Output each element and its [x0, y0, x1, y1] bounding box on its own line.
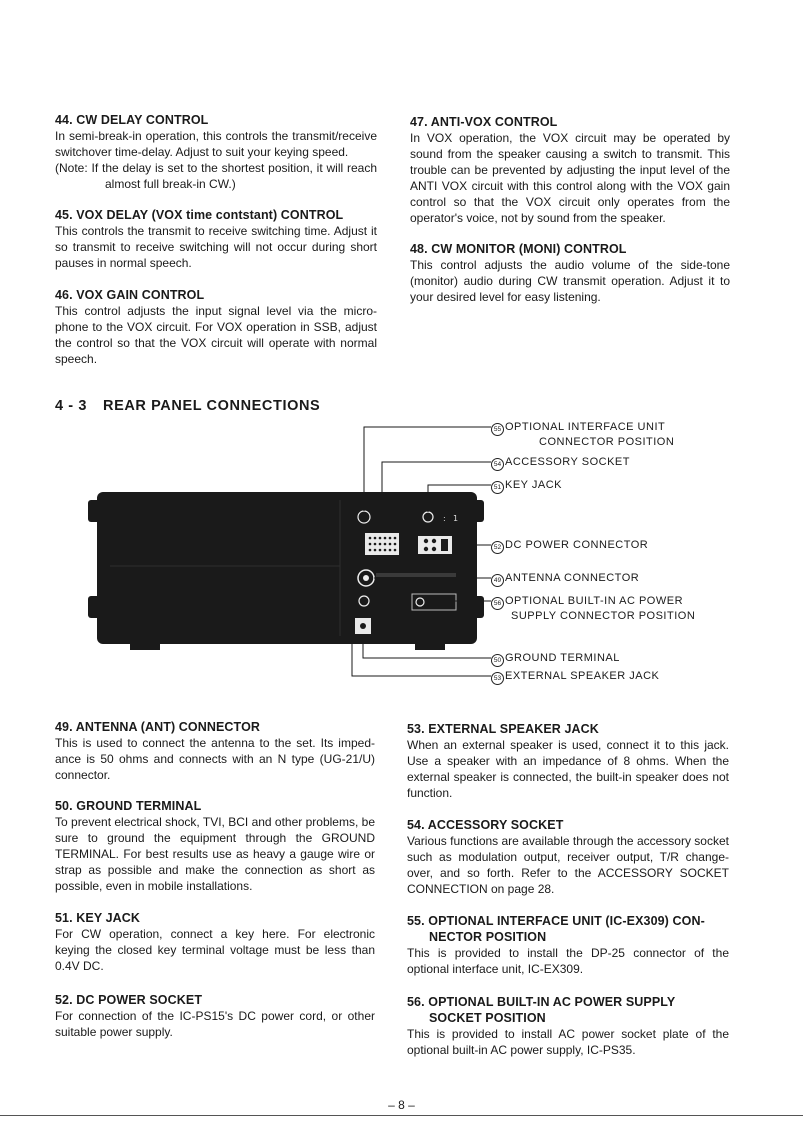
section-51-key-jack: [55, 910, 375, 974]
callout-number: 49: [491, 574, 504, 587]
callout-number: 55: [491, 423, 504, 436]
section-55-optional-interface-unit: [407, 913, 729, 977]
callout-label-line2: CONNECTOR POSITION: [539, 436, 675, 448]
callout-label: KEY JACK: [505, 479, 562, 491]
callout-number: 51: [491, 481, 504, 494]
callout-label: OPTIONAL BUILT-IN AC POWER: [505, 595, 684, 607]
section-note: (Note: If the delay is set to the shortest position, it will reach almost full break-in CW.): [55, 161, 377, 191]
ground-terminal: [355, 618, 371, 634]
section-49-antenna-connector: [55, 719, 375, 783]
callout-label: EXTERNAL SPEAKER JACK: [505, 670, 660, 682]
section-number: 4 - 3: [55, 398, 88, 414]
dc-power-connector: [418, 536, 452, 554]
radio-rear-panel-body: [88, 492, 484, 650]
callout-external-speaker-jack: [491, 670, 659, 685]
section-body: To prevent electrical shock, TVI, BCI and other problems, be sure to ground the equipment through the GROUND TERMINAL. For best results use as heavy a gauge wire or strap as possible and make the connection as short as possible, even in mobile installations.: [55, 815, 375, 893]
section-title: 55. OPTIONAL INTERFACE UNIT (IC-EX309) CON-: [407, 914, 705, 928]
callout-ground-terminal: [491, 652, 620, 667]
callout-optional-ac-power: [491, 595, 695, 622]
callout-accessory-socket: [491, 456, 630, 471]
section-body: This is provided to install the DP-25 connector of the optional interface unit, IC-EX309.: [407, 946, 729, 976]
svg-text:1: 1: [453, 514, 459, 523]
page-number: – 8 –: [388, 1098, 415, 1112]
svg-text::: :: [443, 514, 446, 523]
callout-number: 50: [491, 654, 504, 667]
section-title: 46. VOX GAIN CONTROL: [55, 288, 205, 302]
section-title: 44. CW DELAY CONTROL: [55, 113, 209, 127]
callout-number: 52: [491, 541, 504, 554]
section-body: This controls the transmit to receive switching time. Adjust it so transmit to receive switching will not occur during short pauses in normal speech.: [55, 224, 377, 270]
section-title: 50. GROUND TERMINAL: [55, 799, 202, 813]
section-body: For CW operation, connect a key here. For electronic keying the closed key terminal voltage must be less than 0.4V DC.: [55, 927, 375, 973]
section-title: 53. EXTERNAL SPEAKER JACK: [407, 722, 599, 736]
section-53-external-speaker-jack: [407, 721, 729, 801]
section-body: When an external speaker is used, connect it to this jack. Use a speaker with an impedance of 8 ohms. When the external speaker is connected, the built-in speaker does not function.: [407, 738, 729, 800]
section-56-optional-ac-power-supply: [407, 994, 729, 1058]
section-title: 45. VOX DELAY (VOX time contstant) CONTROL: [55, 208, 344, 222]
accessory-socket: [365, 533, 399, 555]
section-title: 47. ANTI-VOX CONTROL: [410, 115, 558, 129]
section-heading-text: REAR PANEL CONNECTIONS: [103, 398, 321, 414]
section-title-line2: SOCKET POSITION: [429, 1011, 546, 1025]
section-title: 49. ANTENNA (ANT) CONNECTOR: [55, 720, 261, 734]
callout-optional-interface-unit: [491, 421, 674, 448]
section-body: This is used to connect the antenna to the set. Its imped-ance is 50 ohms and connects with an N type (UG-21/U) connector.: [55, 736, 375, 782]
section-body: This is provided to install AC power socket plate of the optional built-in AC power supply, IC-PS35.: [407, 1027, 729, 1057]
section-body: In VOX operation, the VOX circuit may be operated by sound from the speaker causing a switch to transmit. This trouble can be prevented by adjusting the input level of the ANTI VOX circuit with this control along with the VOX gain control so that the VOX circuit only operates from the operator's voice, not by sound from the speaker.: [410, 131, 730, 225]
section-title: 54. ACCESSORY SOCKET: [407, 818, 564, 832]
callout-label: OPTIONAL INTERFACE UNIT: [505, 421, 666, 433]
callout-number: 53: [491, 672, 504, 685]
section-title: 51. KEY JACK: [55, 911, 141, 925]
section-body: Various functions are available through the accessory socket such as modulation output, receiver output, T/R change-over, and so forth. Refer to the ACCESSORY SOCKET CONNECTION on page 28.: [407, 834, 729, 896]
bottom-rule: [0, 1115, 803, 1116]
callout-label-line2: SUPPLY CONNECTOR POSITION: [511, 610, 696, 622]
callout-key-jack: [491, 479, 562, 494]
section-title: 48. CW MONITOR (MONI) CONTROL: [410, 242, 627, 256]
section-body: This control adjusts the input signal level via the micro-phone to the VOX circuit. For VOX operation in SSB, adjust the control so that the VOX circuit will operate with normal speech.: [55, 304, 377, 366]
callout-antenna-connector: [491, 572, 639, 587]
section-body: This control adjusts the audio volume of the side-tone (monitor) audio during CW transmit operation. Adjust it to your desired level for easy listening.: [410, 258, 730, 304]
callout-number: 54: [491, 458, 504, 471]
section-title: 56. OPTIONAL BUILT-IN AC POWER SUPPLY: [407, 995, 676, 1009]
section-title: 52. DC POWER SOCKET: [55, 993, 203, 1007]
section-52-dc-power-socket: [55, 992, 375, 1040]
callout-label: ACCESSORY SOCKET: [505, 456, 630, 468]
section-50-ground-terminal: [55, 798, 375, 894]
section-body: For connection of the IC-PS15's DC power cord, or other suitable power supply.: [55, 1009, 375, 1039]
section-54-accessory-socket: [407, 817, 729, 897]
section-title-line2: NECTOR POSITION: [429, 930, 547, 944]
callout-label: DC POWER CONNECTOR: [505, 539, 649, 551]
callout-number: 56: [491, 597, 504, 610]
section-body: In semi-break-in operation, this controls the transmit/receive switchover time-delay. Adjust to suit your keying speed.: [55, 129, 377, 159]
callout-dc-power-connector: [491, 539, 648, 554]
callout-label: ANTENNA CONNECTOR: [505, 572, 640, 584]
callout-label: GROUND TERMINAL: [505, 652, 620, 664]
